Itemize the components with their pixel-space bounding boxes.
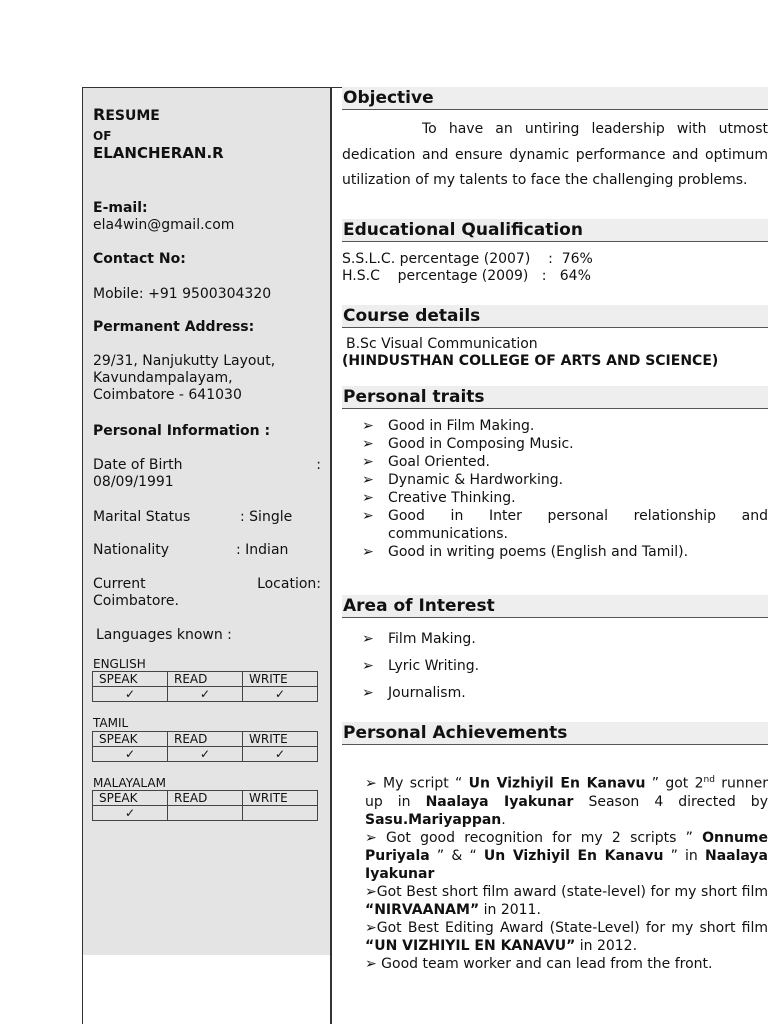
tick-icon: ✓ [168,687,243,702]
tick-icon [168,806,243,821]
tick-icon [243,806,318,821]
list-item: ➢ Creative Thinking. [362,490,516,506]
interest-list [362,626,768,707]
tick-icon: ✓ [93,747,168,762]
arrow-bullet-icon: ➢ [362,631,374,647]
achievement-1: ➢ My script “ Un Vizhiyil En Kanavu ” got 2nd runner up in Naalaya Iyakunar Season 4 directed by Sasu.Mariyappan. [365,775,768,828]
dob-colon: : [316,457,321,473]
column-divider [330,87,332,1024]
tick-icon: ✓ [93,806,168,821]
language-name-malayalam: MALAYALAM [93,776,166,790]
nationality-label: Nationality [93,542,170,558]
section-heading-achievements: Personal Achievements [342,722,768,745]
dob-row [93,457,321,474]
traits-list [362,417,768,561]
table-header-read: READ [168,732,243,747]
course-college: (HINDUSTHAN COLLEGE OF ARTS AND SCIENCE) [342,353,719,369]
languages-label: Languages known : [96,627,232,643]
education-line-2: H.S.C percentage (2009) : 64% [342,268,591,284]
objective-text: To have an untiring leadership with utmost dedication and ensure dynamic performance and optimum utilization of my talents to face the challenging problems. [342,121,768,188]
table-header-write: WRITE [243,732,318,747]
location-label: Current [93,576,146,592]
list-item: ➢ Good in writing poems (English and Tamil). [362,544,689,560]
language-table-tamil [92,731,318,762]
arrow-bullet-icon: ➢ [362,544,374,560]
candidate-name: ELANCHERAN.R [93,144,224,162]
tick-icon: ✓ [243,747,318,762]
marital-row [93,509,321,526]
section-heading-traits: Personal traits [342,386,768,409]
language-table-malayalam [92,790,318,821]
arrow-bullet-icon: ➢ [362,472,374,488]
dob-value: 08/09/1991 [93,474,174,490]
achievement-3: ➢Got Best short film award (state-level) for my short film “NIRVAANAM” in 2011. [365,883,768,918]
address-label: Permanent Address: [93,319,255,335]
table-header-write: WRITE [243,791,318,806]
marital-label: Marital Status [93,509,191,525]
language-name-english: ENGLISH [93,657,146,671]
list-item: ➢ Good in Film Making. [362,418,535,434]
section-heading-interest: Area of Interest [342,595,768,618]
location-row [93,576,321,593]
location-value: Coimbatore. [93,593,179,609]
arrow-bullet-icon: ➢ [362,490,374,506]
resume-of: OF [93,129,112,143]
contact-label: Contact No: [93,251,186,267]
address-line-3: Coimbatore - 641030 [93,387,242,403]
list-item: ➢ Film Making. [362,626,768,653]
table-header-read: READ [168,791,243,806]
achievement-5: ➢ Good team worker and can lead from the front. [365,955,713,972]
list-item: ➢ Good in Composing Music. [362,436,574,452]
resume-title: RESUME [93,105,160,124]
address-line-2: Kavundampalayam, [93,370,233,386]
achievements-block [365,771,768,973]
arrow-bullet-icon: ➢ [362,418,374,434]
table-header-speak: SPEAK [93,672,168,687]
location-label-2: Location: [257,576,321,592]
marital-value: : Single [240,509,293,525]
personal-info-label: Personal Information : [93,423,271,439]
table-header-speak: SPEAK [93,791,168,806]
arrow-bullet-icon: ➢ [362,658,374,674]
section-heading-education: Educational Qualification [342,219,768,242]
achievement-2: ➢ Got good recognition for my 2 scripts ” Onnume Puriyala ” & “ Un Vizhiyil En Kanavu ” in Naalaya Iyakunar [365,829,768,882]
course-degree: B.Sc Visual Communication [346,336,538,352]
arrow-bullet-icon: ➢ [362,454,374,470]
mobile-number: Mobile: +91 9500304320 [93,286,272,302]
dob-label: Date of Birth [93,457,183,473]
tick-icon: ✓ [243,687,318,702]
list-item: ➢ Lyric Writing. [362,653,768,680]
nationality-value: : Indian [236,542,289,558]
language-name-tamil: TAMIL [93,716,129,730]
email-label: E-mail: [93,200,148,216]
table-header-speak: SPEAK [93,732,168,747]
arrow-bullet-icon: ➢ [362,436,374,452]
list-item: ➢ Journalism. [362,680,768,707]
address-line-1: 29/31, Nanjukutty Layout, [93,353,276,369]
language-table-english [92,671,318,702]
arrow-bullet-icon: ➢ [362,685,374,701]
tick-icon: ✓ [168,747,243,762]
tick-icon: ✓ [93,687,168,702]
arrow-bullet-icon: ➢ [362,508,374,524]
list-item: ➢ Dynamic & Hardworking. [362,472,564,488]
table-header-write: WRITE [243,672,318,687]
education-line-1: S.S.L.C. percentage (2007) : 76% [342,251,593,267]
list-item: ➢ Goal Oriented. [362,454,490,470]
nationality-row [93,542,321,559]
achievement-4: ➢Got Best Editing Award (State-Level) for my short film “UN VIZHIYIL EN KANAVU” in 2012. [365,919,768,954]
section-heading-objective: Objective [342,87,768,110]
list-item: ➢ Good in Inter personal relationship and communications. [362,508,768,542]
email-value: ela4win@gmail.com [93,217,235,233]
table-header-read: READ [168,672,243,687]
section-heading-course: Course details [342,305,768,328]
